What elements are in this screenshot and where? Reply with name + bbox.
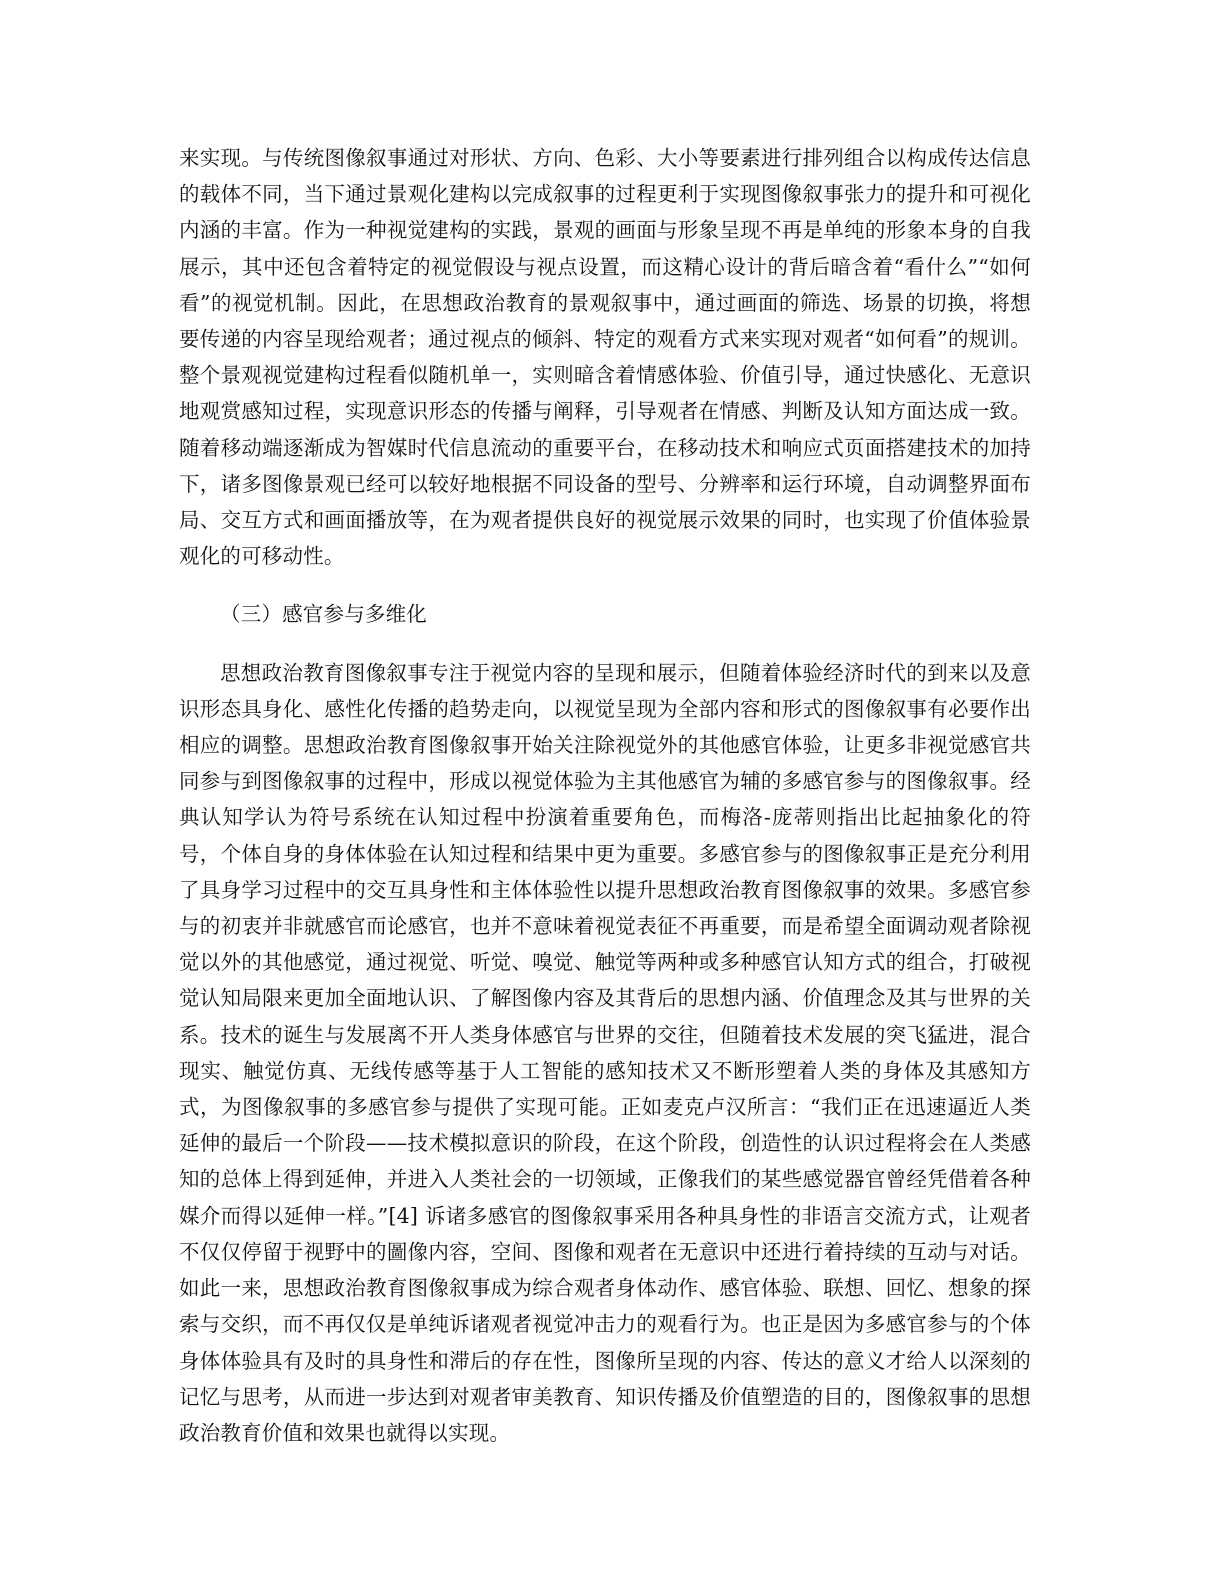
document-body — [179, 140, 1031, 1451]
section-heading: （三）感官参与多维化 — [220, 602, 427, 627]
paragraph-landscape-visual-construction: 来实现。与传统图像叙事通过对形状、方向、色彩、大小等要素进行排列组合以构成传达信息的载体不同，当下通过景观化建构以完成叙事的过程更利于实现图像叙事张力的提升和可视化内涵的丰富。作为一种视觉建构的实践，景观的画面与形象呈现不再是单纯的形象本身的自我展示，其中还包含着特定的视觉假设与视点设置，而这精心设计的背后暗含着“看什么”“如何看”的视觉机制。因此，在思想政治教育的景观叙事中，通过画面的筛选、场景的切换，将想要传递的内容呈现给观者；通过视点的倾斜、特定的观看方式来实现对观者“如何看”的规训。整个景观视觉建构过程看似随机单一，实则暗含着情感体验、价值引导，通过快感化、无意识地观赏感知过程，实现意识形态的传播与阐释，引导观者在情感、判断及认知方面达成一致。随着移动端逐渐成为智媒时代信息流动的重要平台，在移动技术和响应式页面搭建技术的加持下，诸多图像景观已经可以较好地根据不同设备的型号、分辨率和运行环境，自动调整界面布局、交互方式和画面播放等，在为观者提供良好的视觉展示效果的同时，也实现了价值体验景观化的可移动性。 — [179, 146, 1031, 569]
paragraph-multisensory-participation: 思想政治教育图像叙事专注于视觉内容的呈现和展示，但随着体验经济时代的到来以及意识形态具身化、感性化传播的趋势走向，以视觉呈现为全部内容和形式的图像叙事有必要作出相应的调整。思想政治教育图像叙事开始关注除视觉外的其他感官体验，让更多非视觉感官共同参与到图像叙事的过程中，形成以视觉体验为主其他感官为辅的多感官参与的图像叙事。经典认知学认为符号系统在认知过程中扮演着重要角色，而梅洛-庞蒂则指出比起抽象化的符号，个体自身的身体体验在认知过程和结果中更为重要。多感官参与的图像叙事正是充分利用了具身学习过程中的交互具身性和主体体验性以提升思想政治教育图像叙事的效果。多感官参与的初衷并非就感官而论感官，也并不意味着视觉表征不再重要，而是希望全面调动观者除视觉以外的其他感觉，通过视觉、听觉、嗅觉、触觉等两种或多种感官认知方式的组合，打破视觉认知局限来更加全面地认识、了解图像内容及其背后的思想内涵、价值理念及其与世界的关系。技术的诞生与发展离不开人类身体感官与世界的交往，但随着技术发展的突飞猛进，混合现实、触觉仿真、无线传感等基于人工智能的感知技术又不断形塑着人类的身体及其感知方式，为图像叙事的多感官参与提供了实现可能。正如麦克卢汉所言：“我们正在迅速逼近人类延伸的最后一个阶段——技术模拟意识的阶段，在这个阶段，创造性的认识过程将会在人类感知的总体上得到延伸，并进入人类社会的一切领域，正像我们的某些感觉器官曾经凭借着各种媒介而得以延伸一样。”[4] 诉诸多感官的图像叙事采用各种具身性的非语言交流方式，让观者不仅仅停留于视野中的圖像内容，空间、图像和观者在无意识中还进行着持续的互动与对话。如此一来，思想政治教育图像叙事成为综合观者身体动作、感官体验、联想、回忆、想象的探索与交织，而不再仅仅是单纯诉诸观者视觉冲击力的观看行为。也正是因为多感官参与的个体身体体验具有及时的具身性和滞后的存在性，图像所呈现的内容、传达的意义才给人以深刻的记忆与思考，从而进一步达到对观者审美教育、知识传播及价值塑造的目的，图像叙事的思想政治教育价值和效果也就得以实现。 — [179, 660, 1031, 1445]
